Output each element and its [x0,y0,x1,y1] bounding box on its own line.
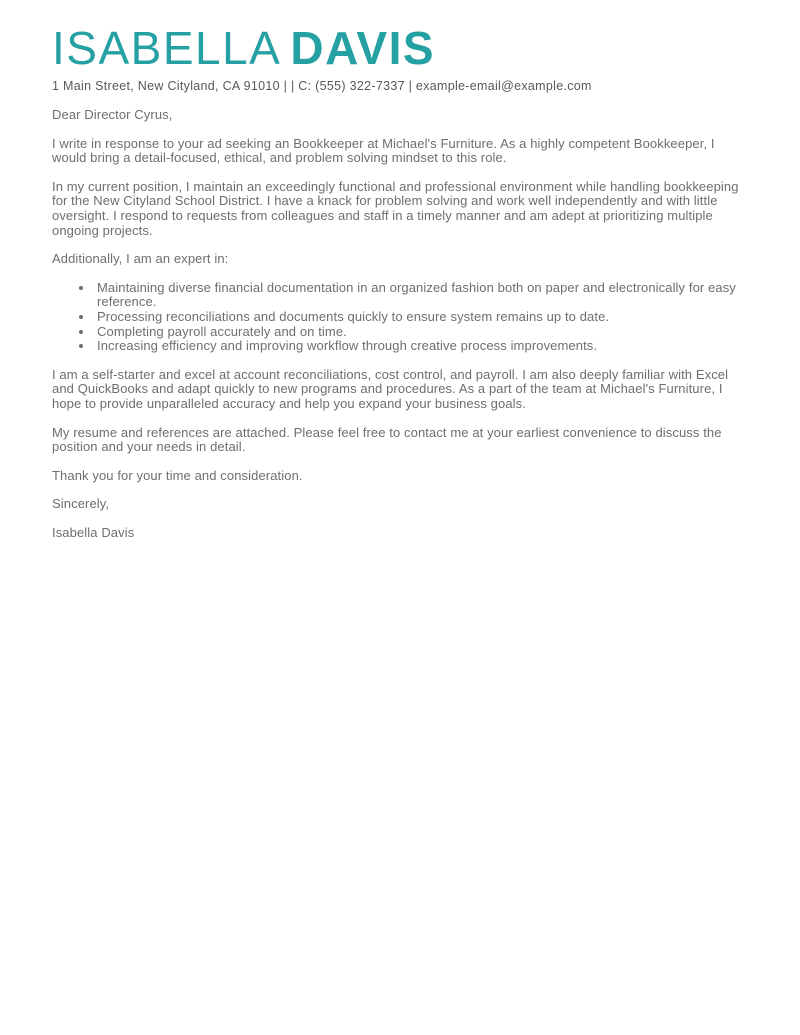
salutation: Dear Director Cyrus, [52,107,173,122]
letter-header [52,24,750,93]
list-item: • Maintaining diverse financial documentation in an organized fashion both on paper and electronically for easy reference. [94,281,750,310]
thanks-line: Thank you for your time and consideration. [52,467,303,483]
candidate-first-name: ISABELLA [52,22,282,74]
expertise-intro: Additionally, I am an expert in: [52,251,229,267]
candidate-last-name: DAVIS [290,22,436,74]
paragraph-intro: I write in response to your ad seeking an Bookkeeper at Michael's Furniture. As a highly competent Bookkeeper, I would bring a detail-focused, ethical, and problem solving mindset to this role. [52,135,715,166]
paragraph-resume: My resume and references are attached. Please feel free to contact me at your earliest convenience to discuss the position and your needs in detail. [52,424,722,455]
expertise-list [52,281,750,354]
letter-body [52,108,750,540]
signoff-line: Sincerely, [52,496,110,512]
candidate-name [52,24,750,72]
list-item: • Completing payroll accurately and on time. [94,325,750,340]
list-item: • Increasing efficiency and improving workflow through creative process improvements. [94,339,750,354]
paragraph-skills: I am a self-starter and excel at account reconciliations, cost control, and payroll. I am also deeply familiar with Excel and QuickBooks and adapt quickly to new programs and procedures. As a part of the team at Michael's Furniture, I hope to provide unparalleled accuracy and help you expand your business goals. [52,366,729,411]
paragraph-current-position: In my current position, I maintain an exceedingly functional and professional environment while handling bookkeeping for the New Cityland School District. I have a knack for problem solving and work well independently and with little oversight. I respond to requests from colleagues and staff in a timely manner and am adept at prioritizing multiple ongoing projects. [52,178,739,238]
list-item: • Processing reconciliations and documents quickly to ensure system remains up to date. [94,310,750,325]
signature-name: Isabella Davis [52,524,135,540]
contact-line: 1 Main Street, New Cityland, CA 91010 | | C: (555) 322-7337 | example-email@example.com [52,79,592,93]
